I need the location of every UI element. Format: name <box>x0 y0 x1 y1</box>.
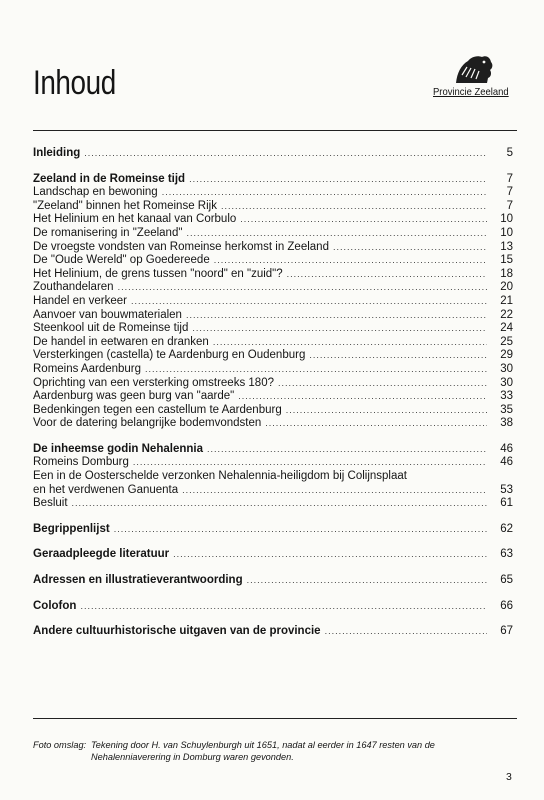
toc-spacer <box>33 588 513 600</box>
caption-text: Tekening door H. van Schuylenburgh uit 1651, nadat al eerder in 1647 resten van de Nehalenniaverering in Domburg waren gevonden. <box>91 740 435 762</box>
toc-entry-page: 66 <box>500 599 513 612</box>
toc-leader-dots <box>240 213 487 227</box>
toc-chapter-entry[interactable] <box>33 600 513 614</box>
caption-label: Foto omslag: <box>33 740 87 750</box>
toc-leader-dots <box>325 625 487 639</box>
toc-leader-dots <box>278 377 487 391</box>
toc-entry-label: Besluit <box>33 497 68 510</box>
toc-entry[interactable] <box>33 268 513 282</box>
toc-leader-dots <box>265 417 487 431</box>
cover-photo-caption <box>33 740 513 763</box>
toc-entry[interactable] <box>33 417 513 431</box>
toc-leader-dots <box>214 254 487 268</box>
toc-entry-page: 10 <box>500 226 513 239</box>
toc-spacer <box>33 536 513 548</box>
toc-entry-label: Versterkingen (castella) te Aardenburg en Oudenburg <box>33 349 306 362</box>
toc-leader-dots <box>173 548 487 562</box>
toc-entry[interactable] <box>33 322 513 336</box>
toc-entry[interactable] <box>33 309 513 323</box>
toc-entry[interactable] <box>33 404 513 418</box>
toc-entry-page: 18 <box>500 267 513 280</box>
toc-entry-label: Romeins Domburg <box>33 456 129 469</box>
toc-entry-label: Zouthandelaren <box>33 281 114 294</box>
toc-entry-page: 7 <box>506 199 513 212</box>
toc-entry-page: 15 <box>500 254 513 267</box>
toc-leader-dots <box>80 600 487 614</box>
toc-entry-page: 7 <box>506 186 513 199</box>
toc-entry[interactable] <box>33 349 513 363</box>
toc-bottom-rule <box>33 718 517 719</box>
toc-entry-label: Landschap en bewoning <box>33 186 158 199</box>
toc-entry-label: Romeins Aardenburg <box>33 362 142 375</box>
toc-leader-dots <box>131 295 487 309</box>
toc-entry-label: Een in de Oosterschelde verzonken Nehalennia-heiligdom bij Colijnsplaat <box>33 470 407 483</box>
toc-entry-page: 65 <box>500 574 513 587</box>
toc-entry-label: Aardenburg was geen burg van "aarde" <box>33 390 235 403</box>
toc-leader-dots <box>133 456 487 470</box>
toc-entry-page: 20 <box>500 281 513 294</box>
toc-entry-label: Colofon <box>33 599 77 612</box>
toc-entry-page: 46 <box>500 442 513 455</box>
toc-entry[interactable] <box>33 390 513 404</box>
toc-leader-dots <box>189 173 487 187</box>
toc-leader-dots <box>247 574 487 588</box>
toc-leader-dots <box>118 281 487 295</box>
toc-entry-page: 10 <box>500 213 513 226</box>
toc-entry-label: De handel in eetwaren en dranken <box>33 335 209 348</box>
toc-entry-label: De vroegste vondsten van Romeinse herkomst in Zeeland <box>33 240 329 253</box>
toc-spacer <box>33 511 513 523</box>
toc-entry-page: 53 <box>500 483 513 496</box>
toc-leader-dots <box>286 404 487 418</box>
toc-entry-page: 33 <box>500 390 513 403</box>
toc-entry-page: 30 <box>500 376 513 389</box>
toc-entry-label: Steenkool uit de Romeinse tijd <box>33 322 189 335</box>
toc-entry[interactable] <box>33 484 513 498</box>
toc-leader-dots <box>207 443 487 457</box>
toc-leader-dots <box>221 200 487 214</box>
toc-spacer <box>33 161 513 173</box>
toc-leader-dots <box>145 363 487 377</box>
toc-entry-label: "Zeeland" binnen het Romeinse Rijk <box>33 199 217 212</box>
toc-entry[interactable] <box>33 213 513 227</box>
toc-entry-page: 63 <box>500 548 513 561</box>
toc-entry-label: en het verdwenen Ganuenta <box>33 483 179 496</box>
toc-entry-page: 67 <box>500 625 513 638</box>
toc-entry-label: Het Helinium en het kanaal van Corbulo <box>33 213 237 226</box>
toc-leader-dots <box>309 349 487 363</box>
logo-text: Provincie Zeeland <box>433 86 509 98</box>
toc-entry[interactable] <box>33 254 513 268</box>
toc-entry[interactable] <box>33 281 513 295</box>
table-of-contents <box>33 147 513 639</box>
toc-entry-label: Bedenkingen tegen een castellum te Aardenburg <box>33 403 282 416</box>
toc-leader-dots <box>114 523 487 537</box>
toc-entry[interactable] <box>33 295 513 309</box>
toc-chapter-entry[interactable] <box>33 625 513 639</box>
toc-entry-label: Geraadpleegde literatuur <box>33 548 170 561</box>
toc-entry-page: 5 <box>506 147 513 159</box>
toc-entry[interactable] <box>33 363 513 377</box>
toc-entry-label: Inleiding <box>33 147 81 159</box>
toc-chapter-entry[interactable] <box>33 574 513 588</box>
toc-top-rule <box>33 130 517 131</box>
provincie-logo <box>433 53 517 98</box>
toc-leader-dots <box>182 484 487 498</box>
toc-chapter-entry[interactable] <box>33 523 513 537</box>
toc-entry-label: Het Helinium, de grens tussen "noord" en "zuid"? <box>33 267 283 280</box>
toc-leader-dots <box>238 390 487 404</box>
toc-entry-label: Oprichting van een versterking omstreeks 180? <box>33 376 274 389</box>
toc-entry-label: De "Oude Wereld" op Goedereede <box>33 254 210 267</box>
toc-entry[interactable] <box>33 497 513 511</box>
toc-entry[interactable] <box>33 377 513 391</box>
page-title: Inhoud <box>33 64 116 102</box>
toc-leader-dots <box>186 227 487 241</box>
toc-entry-label: Adressen en illustratieverantwoording <box>33 574 243 587</box>
toc-leader-dots <box>162 186 487 200</box>
zeeland-lion-icon <box>453 53 495 85</box>
toc-entry[interactable] <box>33 241 513 255</box>
toc-entry-label: Begrippenlijst <box>33 522 110 535</box>
toc-entry-page: 29 <box>500 349 513 362</box>
toc-leader-dots <box>213 336 487 350</box>
toc-entry-page: 7 <box>506 172 513 185</box>
toc-entry-page: 30 <box>500 362 513 375</box>
toc-chapter-entry[interactable] <box>33 548 513 562</box>
page-number: 3 <box>506 771 512 783</box>
toc-chapter-entry[interactable] <box>33 147 513 161</box>
toc-leader-dots <box>287 268 487 282</box>
toc-entry-label: Aanvoer van bouwmaterialen <box>33 308 182 321</box>
toc-entry-page: 13 <box>500 240 513 253</box>
toc-entry[interactable] <box>33 456 513 470</box>
toc-entry[interactable] <box>33 336 513 350</box>
toc-entry-label: Zeeland in de Romeinse tijd <box>33 172 186 185</box>
toc-entry-page: 38 <box>500 417 513 430</box>
toc-leader-dots <box>84 147 487 161</box>
toc-entry-page: 46 <box>500 456 513 469</box>
toc-entry[interactable] <box>33 227 513 241</box>
toc-entry-page: 61 <box>500 497 513 510</box>
toc-entry-label: De inheemse godin Nehalennia <box>33 442 203 455</box>
toc-leader-dots <box>333 241 487 255</box>
toc-leader-dots <box>192 322 487 336</box>
toc-entry-page: 22 <box>500 308 513 321</box>
toc-entry-page: 62 <box>500 522 513 535</box>
toc-leader-dots <box>72 497 487 511</box>
toc-entry-label: Handel en verkeer <box>33 294 127 307</box>
toc-entry-page: 35 <box>500 403 513 416</box>
toc-spacer <box>33 562 513 574</box>
toc-entry[interactable] <box>33 470 513 484</box>
toc-entry-label: Voor de datering belangrijke bodemvondsten <box>33 417 262 430</box>
toc-spacer <box>33 431 513 443</box>
toc-entry[interactable] <box>33 186 513 200</box>
toc-entry-label: De romanisering in "Zeeland" <box>33 226 183 239</box>
toc-spacer <box>33 613 513 625</box>
toc-entry-label: Andere cultuurhistorische uitgaven van de provincie <box>33 625 321 638</box>
toc-leader-dots <box>186 309 487 323</box>
toc-entry-page: 24 <box>500 322 513 335</box>
toc-chapter-entry[interactable] <box>33 173 513 187</box>
toc-entry-page: 25 <box>500 335 513 348</box>
toc-entry-page: 21 <box>500 294 513 307</box>
toc-entry[interactable] <box>33 200 513 214</box>
toc-chapter-entry[interactable] <box>33 443 513 457</box>
